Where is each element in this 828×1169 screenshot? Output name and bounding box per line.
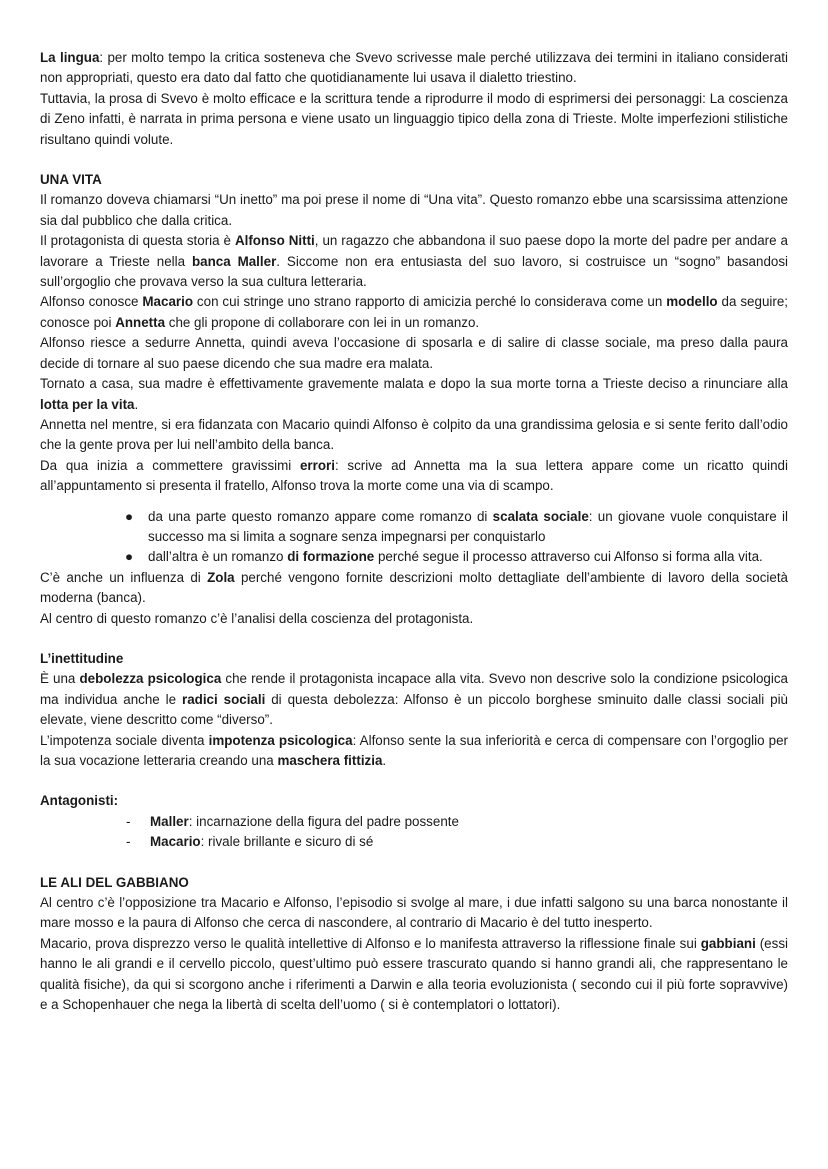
una-vita-paragraph-6: Annetta nel mentre, si era fidanzata con Macario quindi Alfonso è colpito da una grandissima gelosia e si sente ferito dall’odio che la gente prova per lui nell’ambito della banca. <box>40 416 788 453</box>
una-vita-paragraph-8: C’è anche un influenza di Zola perché vengono fornite descrizioni molto dettagliate dell’ambiente di lavoro della società moderna (banca). <box>40 569 788 606</box>
section-heading-una-vita: UNA VITA <box>40 172 102 188</box>
section-heading-gabbiano: LE ALI DEL GABBIANO <box>40 874 189 890</box>
lingua-paragraph-2: Tuttavia, la prosa di Svevo è molto efficace e la scrittura tende a riprodurre il modo di esprimersi dei personaggi: La coscienza di Zeno infatti, è narrata in prima persona e viene usato un linguaggio tipico della zona di Trieste. Molte imperfezioni stilistiche risultano quindi volute. <box>40 90 788 147</box>
una-vita-paragraph-1: Il romanzo doveva chiamarsi “Un inetto” ma poi prese il nome di “Una vita”. Questo romanzo ebbe una scarsissima attenzione sia dal pubblico che dalla critica. <box>40 192 788 228</box>
section-heading-antagonisti: Antagonisti: <box>40 793 119 809</box>
una-vita-paragraph-9: Al centro di questo romanzo c’è l’analisi della coscienza del protagonista. <box>40 610 474 626</box>
una-vita-paragraph-3: Alfonso conosce Macario con cui stringe uno strano rapporto di amicizia perché lo considerava come un modello da seguire; conosce poi Annetta che gli propone di collaborare con lei in un romanzo. <box>40 294 788 330</box>
bullet-icon: ● <box>124 549 134 565</box>
bullet-icon: ● <box>124 508 134 524</box>
gabbiano-paragraph-2: Macario, prova disprezzo verso le qualità intellettive di Alfonso e lo manifesta attraverso la riflessione finale sui gabbiani (essi hanno le ali grandi e il cervello piccolo, quest’ultimo può essere trascurato quando si hanno grandi ali, che rappresentano le qualità fisiche), da qui si scorgono anche i riferimenti a Darwin e alla teoria evoluzionista ( secondo cui il più forte sopravvive) e a Schopenhauer che nega la libertà di scelta dell’uomo ( si è contemplatori o lottatori). <box>40 935 788 1013</box>
dash-icon: - <box>126 813 131 829</box>
antagonist-list <box>40 812 788 853</box>
una-vita-paragraph-5: Tornato a casa, sua madre è effettivamente gravemente malata e dopo la sua morte torna a Trieste deciso a rinunciare alla lotta per la vita. <box>40 376 788 412</box>
bullet-list <box>40 507 788 568</box>
inettitudine-paragraph-1: È una debolezza psicologica che rende il protagonista incapace alla vita. Svevo non descrive solo la condizione psicologica ma individua anche le radici sociali di questa debolezza: Alfonso è un piccolo borghese sminuito dalle classi sociali più elevate, viene descritto come “diverso”. <box>40 671 789 728</box>
lingua-term: La lingua <box>40 50 100 65</box>
list-item: - Maller: incarnazione della figura del padre possente <box>150 812 788 832</box>
inettitudine-paragraph-2: L’impotenza sociale diventa impotenza psicologica: Alfonso sente la sua inferiorità e cerca di compensare con l’orgoglio per la sua vocazione letteraria creando una maschera fittizia. <box>40 732 788 768</box>
una-vita-paragraph-4: Alfonso riesce a sedurre Annetta, quindi aveva l’occasione di sposarla e di salire di classe sociale, ma preso dalla paura decide di tornare al suo paese dicendo che sua madre era malata. <box>40 335 788 371</box>
list-item: ● da una parte questo romanzo appare come romanzo di scalata sociale: un giovane vuole conquistare il successo ma si limita a sognare senza impegnarsi per conquistarlo <box>124 508 788 544</box>
una-vita-paragraph-2: Il protagonista di questa storia è Alfonso Nitti, un ragazzo che abbandona il suo paese dopo la morte del padre per andare a lavorare a Trieste nella banca Maller. Siccome non era entusiasta del suo lavoro, si costruisce un “sogno” basandosi sull’orgoglio che provava verso la sua cultura letteraria. <box>40 233 789 290</box>
una-vita-paragraph-7: Da qua inizia a commettere gravissimi errori: scrive ad Annetta ma la sua lettera appare come un ricatto quindi all’appuntamento si presenta il fratello, Alfonso trova la morte come una via di scampo. <box>40 457 788 494</box>
dash-icon: - <box>126 834 131 850</box>
lingua-paragraph-1: La lingua: per molto tempo la critica sosteneva che Svevo scrivesse male perché utilizzava dei termini in italiano considerati non appropriati, questo era dato dal fatto che quotidianamente lui usava il dialetto triestino. <box>40 50 788 86</box>
gabbiano-paragraph-1: Al centro c’è l’opposizione tra Macario e Alfonso, l’episodio si svolge al mare, i due infatti salgono su una barca nonostante il mare mosso e la paura di Alfonso che cerca di nascondere, al contrario di Macario è del tutto inesperto. <box>40 895 788 931</box>
list-item: - Macario: rivale brillante e sicuro di sé <box>150 832 788 852</box>
list-item: ● dall’altra è un romanzo di formazione perché segue il processo attraverso cui Alfonso si forma alla vita. <box>148 547 788 567</box>
section-heading-inettitudine: L’inettitudine <box>40 650 124 666</box>
